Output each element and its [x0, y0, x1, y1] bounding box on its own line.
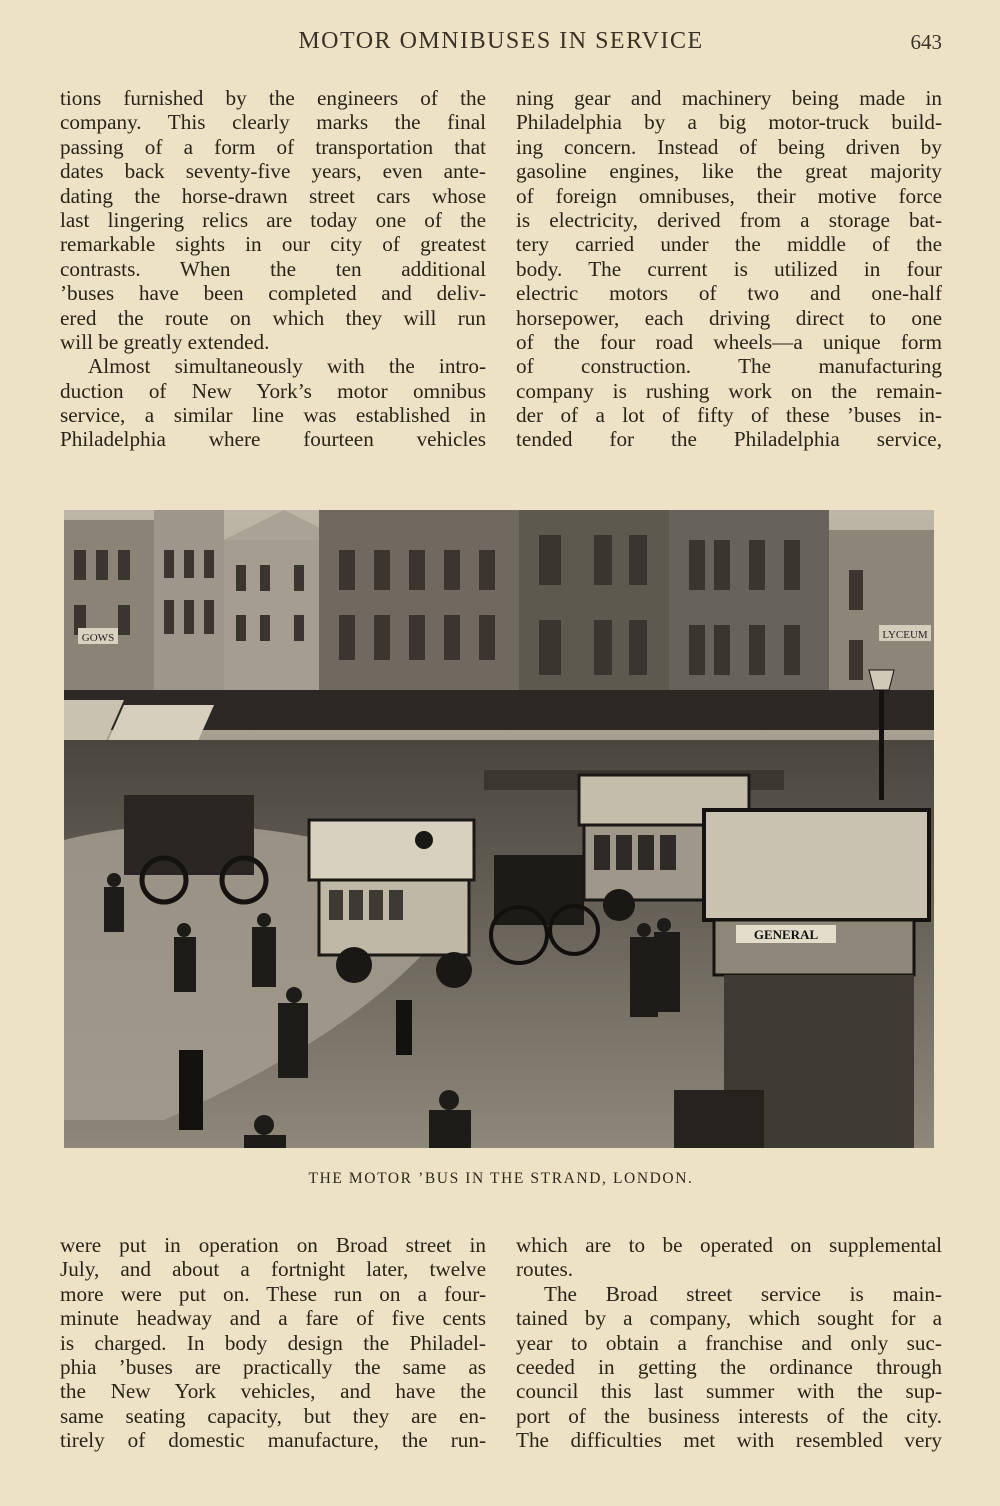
- text-line: company is rushing work on the remain-: [516, 378, 942, 403]
- text-line: tirely of domestic manufacture, the run-: [60, 1428, 486, 1453]
- text-line: company. This clearly marks the final: [60, 110, 486, 135]
- text-line: tions furnished by the engineers of the: [60, 86, 486, 110]
- text-column-top-left: [60, 86, 486, 452]
- text-line: tended for the Philadelphia service,: [516, 427, 942, 452]
- text-line: July, and about a fortnight later, twelve: [60, 1257, 486, 1282]
- text-line: duction of New York’s motor omnibus: [60, 378, 486, 403]
- text-line: electric motors of two and one-half: [516, 281, 942, 306]
- text-line: tained by a company, which sought for a: [516, 1306, 942, 1331]
- gows-sign-text: GOWS: [81, 632, 115, 644]
- text-line: passing of a form of transportation that: [60, 134, 486, 159]
- text-line: the New York vehicles, and have the: [60, 1379, 486, 1404]
- lamp-post: [879, 680, 884, 800]
- text-line: ered the route on which they will run: [60, 305, 486, 330]
- bollard: [179, 1050, 203, 1130]
- text-line: ceeded in getting the ordinance through: [516, 1354, 942, 1379]
- text-line: which are to be operated on supplemental: [516, 1233, 942, 1257]
- bollard: [396, 1000, 412, 1055]
- lyceum-sign-text: LYCEUM: [882, 629, 928, 641]
- page-number: 643: [910, 30, 942, 54]
- running-title: MOTOR OMNIBUSES IN SERVICE: [298, 28, 704, 54]
- text-line: Philadelphia by a big motor-truck build-: [516, 110, 942, 135]
- text-line: der of a lot of fifty of these ’buses in-: [516, 403, 942, 428]
- strand-street-scene: [64, 510, 934, 1148]
- text-column-bottom-left: [60, 1233, 486, 1453]
- text-line: ning gear and machinery being made in: [516, 86, 942, 110]
- text-line: remarkable sights in our city of greatest: [60, 232, 486, 257]
- text-line: minute headway and a fare of five cents: [60, 1306, 486, 1331]
- text-line: dating the horse-drawn street cars whose: [60, 183, 486, 208]
- text-column-top-right: [516, 86, 942, 452]
- text-line: tery carried under the middle of the: [516, 232, 942, 257]
- text-line: last lingering relics are today one of the: [60, 207, 486, 232]
- street-lamp: [869, 670, 894, 690]
- text-line: is electricity, derived from a storage bat-: [516, 207, 942, 232]
- text-line: horsepower, each driving direct to one: [516, 305, 942, 330]
- text-line: ing concern. Instead of being driven by: [516, 134, 942, 159]
- text-line: same seating capacity, but they are en-: [60, 1403, 486, 1428]
- text-line: phia ’buses are practically the same as: [60, 1354, 486, 1379]
- figure-caption: THE MOTOR ’BUS IN THE STRAND, LONDON.: [308, 1170, 694, 1187]
- text-column-bottom-right: [516, 1233, 942, 1453]
- text-line: dates back seventy-five years, even ante-: [60, 159, 486, 184]
- text-line: of construction. The manufacturing: [516, 354, 942, 379]
- text-line: more were put on. These run on a four-: [60, 1281, 486, 1306]
- text-line: service, a similar line was established in: [60, 403, 486, 428]
- text-line: council this last summer with the sup-: [516, 1379, 942, 1404]
- text-line: of the four road wheels—a unique form: [516, 329, 942, 354]
- text-line: Almost simultaneously with the intro-: [88, 354, 486, 379]
- text-line: contrasts. When the ten additional: [60, 256, 486, 281]
- text-line: ’buses have been completed and deliv-: [60, 281, 486, 306]
- street-photograph: [64, 510, 934, 1148]
- text-line: routes.: [516, 1257, 574, 1282]
- page-header: [60, 28, 942, 62]
- text-line: year to obtain a franchise and only suc-: [516, 1330, 942, 1355]
- building-row: [64, 510, 934, 750]
- text-line: of foreign omnibuses, their motive force: [516, 183, 942, 208]
- general-sign-text: GENERAL: [753, 927, 819, 942]
- text-line: body. The current is utilized in four: [516, 256, 942, 281]
- text-line: port of the business interests of the city.: [516, 1403, 942, 1428]
- text-line: gasoline engines, like the great majority: [516, 159, 942, 184]
- text-line: were put in operation on Broad street in: [60, 1233, 486, 1257]
- text-line: is charged. In body design the Philadel-: [60, 1330, 486, 1355]
- text-line: Philadelphia where fourteen vehicles: [60, 427, 486, 452]
- text-line: The difficulties met with resembled very: [516, 1428, 942, 1453]
- text-line: will be greatly extended.: [60, 329, 270, 354]
- text-line: The Broad street service is main-: [544, 1281, 942, 1306]
